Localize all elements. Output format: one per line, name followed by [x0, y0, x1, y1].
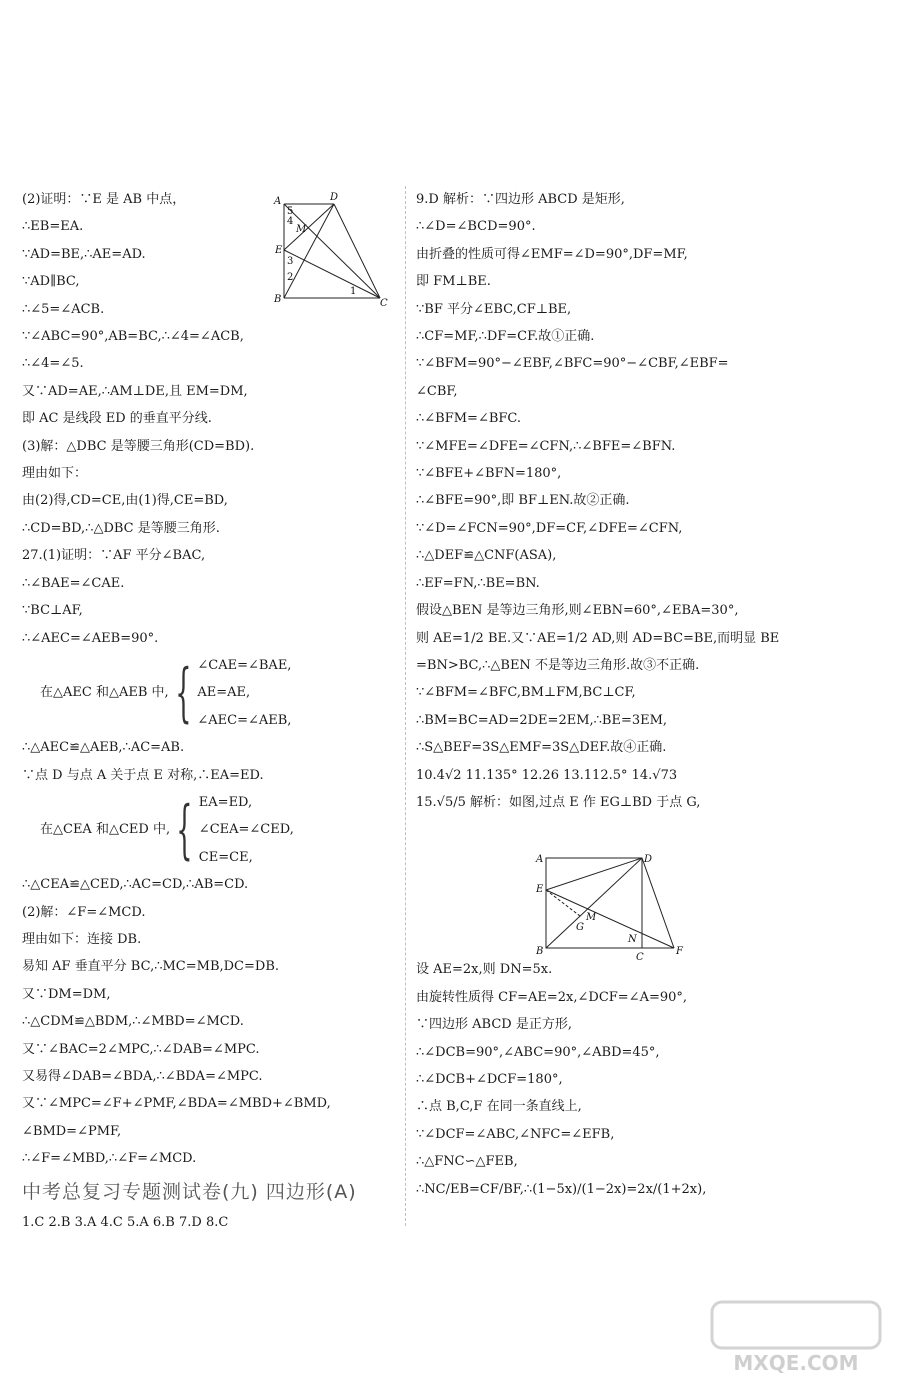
right-line: ∴CF=MF,∴DF=CF.故①正确. — [416, 329, 595, 345]
fig1-label-A: A — [274, 196, 282, 207]
fig1-label-M: M — [296, 224, 307, 235]
fig1-label-3: 3 — [287, 256, 294, 267]
right-line: ∵∠BFM=90°−∠EBF,∠BFC=90°−∠CBF,∠EBF= — [416, 356, 729, 372]
right-line: 10.4√2 11.135° 12.26 13.112.5° 14.√73 — [416, 767, 678, 783]
left-line: 又∵∠BAC=2∠MPC,∴∠DAB=∠MPC. — [22, 1041, 260, 1057]
brace-1-symbol: { — [174, 656, 192, 731]
right-line: ∴∠DCB+∠DCF=180°, — [416, 1071, 563, 1087]
fig2-label-C: C — [636, 952, 644, 962]
fig1-label-E: E — [275, 245, 283, 256]
right-line: ∴S△BEF=3S△EMF=3S△DEF.故④正确. — [416, 740, 667, 756]
left-line: ∴∠BAE=∠CAE. — [22, 575, 125, 591]
left-line: ∴∠F=∠MBD,∴∠F=∠MCD. — [22, 1151, 197, 1167]
brace-2-prefix: 在△CEA 和△CED 中, — [40, 822, 171, 838]
left-line: 又∵∠MPC=∠F+∠PMF,∠BDA=∠MBD+∠BMD, — [22, 1096, 331, 1112]
right-line: 9.D 解析：∵四边形 ABCD 是矩形, — [416, 192, 625, 207]
right-line: 由旋转性质得 CF=AE=2x,∠DCF=∠A=90°, — [416, 989, 688, 1005]
left-line: 27.(1)证明：∵AF 平分∠BAC, — [22, 548, 206, 564]
right-line: ∴∠D=∠BCD=90°. — [416, 219, 536, 235]
right-line: ∵BF 平分∠EBC,CF⊥BE, — [416, 301, 572, 317]
fig1-label-5: 5 — [287, 206, 294, 217]
right-line: =BN>BC,∴△BEN 不是等边三角形.故③不正确. — [416, 657, 700, 673]
right-line: ∴EF=FN,∴BE=BN. — [416, 575, 540, 591]
right-line: ∴∠DCB=90°,∠ABC=90°,∠ABD=45°, — [416, 1044, 660, 1060]
brace-item: ∠CAE=∠BAE, — [197, 657, 292, 673]
left-line: (3)解：△DBC 是等腰三角形(CD=BD). — [22, 438, 255, 454]
left-line: 理由如下： — [22, 466, 88, 482]
fig2-label-E: E — [536, 884, 544, 895]
column-divider — [405, 186, 406, 1226]
left-line: ∵点 D 与点 A 关于点 E 对称,∴EA=ED. — [22, 767, 264, 783]
left-line: ∵∠ABC=90°,AB=BC,∴∠4=∠ACB, — [22, 329, 244, 345]
left-line: ∴CD=BD,∴△DBC 是等腰三角形. — [22, 520, 220, 536]
fig2-label-M: M — [586, 912, 597, 923]
left-line: ∴△CDM≌△BDM,∴∠MBD=∠MCD. — [22, 1014, 244, 1030]
brace-system-2 — [22, 789, 402, 871]
right-line: 15.√5/5 解析：如图,过点 E 作 EG⊥BD 于点 G, — [416, 794, 701, 810]
left-line: 又∵AD=AE,∴AM⊥DE,且 EM=DM, — [22, 383, 248, 399]
fig1-label-C: C — [380, 298, 388, 308]
fig1-label-D: D — [330, 192, 339, 203]
right-line: 由折叠的性质可得∠EMF=∠D=90°,DF=MF, — [416, 246, 688, 262]
right-line: ∠CBF, — [416, 383, 458, 399]
fig2-label-N: N — [628, 934, 637, 945]
left-line: ∵BC⊥AF, — [22, 603, 83, 619]
brace-item: ∠AEC=∠AEB, — [197, 712, 292, 728]
right-line: ∴∠BFM=∠BFC. — [416, 411, 522, 427]
right-line: ∴△DEF≌△CNF(ASA), — [416, 548, 557, 564]
brace-item: ∠CEA=∠CED, — [198, 822, 294, 838]
left-line: ∵AD∥BC, — [22, 274, 80, 290]
fig2-label-A: A — [536, 854, 544, 865]
left-line: ∵AD=BE,∴AE=AD. — [22, 246, 146, 262]
left-line: ∠BMD=∠PMF, — [22, 1123, 122, 1139]
left-line: 即 AC 是线段 ED 的垂直平分线. — [22, 411, 212, 427]
right-line: ∵∠D=∠FCN=90°,DF=CF,∠DFE=∠CFN, — [416, 520, 683, 536]
left-line: ∴△AEC≌△AEB,∴AC=AB. — [22, 740, 185, 756]
right-line: 即 FM⊥BE. — [416, 274, 491, 290]
left-line: ∴∠AEC=∠AEB=90°. — [22, 630, 159, 646]
fig2-label-F: F — [676, 946, 683, 957]
fig1-label-B: B — [274, 294, 282, 305]
right-line: ∴BM=BC=AD=2DE=2EM,∴BE=3EM, — [416, 712, 668, 728]
right-line: 假设△BEN 是等边三角形,则∠EBN=60°,∠EBA=30°, — [416, 603, 739, 619]
fig1-label-2: 2 — [287, 272, 294, 283]
right-line: 则 AE=1/2 BE.又∵AE=1/2 AD,则 AD=BC=BE,而明显 BE — [416, 630, 780, 646]
section-title: 中考总复习专题测试卷(九) 四边形(A) — [22, 1180, 357, 1203]
brace-2-symbol: { — [176, 793, 193, 868]
right-line: ∴点 B,C,F 在同一条直线上, — [416, 1099, 582, 1115]
left-line: 易知 AF 垂直平分 BC,∴MC=MB,DC=DB. — [22, 959, 280, 975]
answers-line: 1.C 2.B 3.A 4.C 5.A 6.B 7.D 8.C — [22, 1214, 229, 1230]
left-line: (2)证明：∵E 是 AB 中点， — [22, 192, 186, 207]
right-line: ∵∠DCF=∠ABC,∠NFC=∠EFB, — [416, 1126, 615, 1142]
left-column — [22, 186, 402, 1236]
right-line: ∵∠MFE=∠DFE=∠CFN,∴∠BFE=∠BFN. — [416, 438, 676, 454]
fig2-label-D: D — [644, 854, 653, 865]
left-line: ∴EB=EA. — [22, 219, 84, 235]
left-line: 又易得∠DAB=∠BDA,∴∠BDA=∠MPC. — [22, 1069, 263, 1084]
left-line: 又∵DM=DM, — [22, 986, 111, 1002]
left-line: (2)解：∠F=∠MCD. — [22, 904, 146, 920]
right-line: 设 AE=2x,则 DN=5x. — [416, 962, 553, 978]
right-line: ∴∠BFE=90°,即 BF⊥EN.故②正确. — [416, 493, 630, 509]
brace-item: AE=AE, — [197, 685, 251, 701]
right-line: ∴NC/EB=CF/BF,∴(1−5x)/(1−2x)=2x/(1+2x), — [416, 1181, 707, 1197]
fig1-label-1: 1 — [350, 286, 357, 297]
right-line: ∵∠BFM=∠BFC,BM⊥FM,BC⊥CF, — [416, 685, 636, 701]
fig2-label-G: G — [576, 922, 584, 933]
figure-1-geometry — [272, 190, 392, 308]
watermark-text: MXQE.COM — [733, 1351, 859, 1375]
brace-system-1 — [22, 652, 402, 734]
fig2-label-B: B — [536, 946, 544, 957]
right-line: ∵∠BFE+∠BFN=180°, — [416, 466, 562, 482]
fig1-label-4: 4 — [287, 216, 294, 227]
watermark-logo — [706, 1298, 886, 1378]
left-line: 由(2)得,CD=CE,由(1)得,CE=BD, — [22, 493, 228, 509]
left-line: ∴△CEA≌△CED,∴AC=CD,∴AB=CD. — [22, 877, 249, 893]
brace-item: CE=CE, — [198, 849, 253, 865]
figure-2-geometry — [534, 850, 684, 962]
right-line: ∵四边形 ABCD 是正方形, — [416, 1017, 572, 1033]
brace-1-prefix: 在△AEC 和△AEB 中, — [40, 685, 169, 701]
right-line: ∴△FNC∽△FEB, — [416, 1154, 518, 1170]
left-line: ∴∠4=∠5. — [22, 356, 84, 372]
brace-item: EA=ED, — [198, 794, 253, 810]
right-column — [416, 186, 886, 1203]
left-line: ∴∠5=∠ACB. — [22, 301, 105, 317]
left-line: 理由如下：连接 DB. — [22, 931, 142, 947]
